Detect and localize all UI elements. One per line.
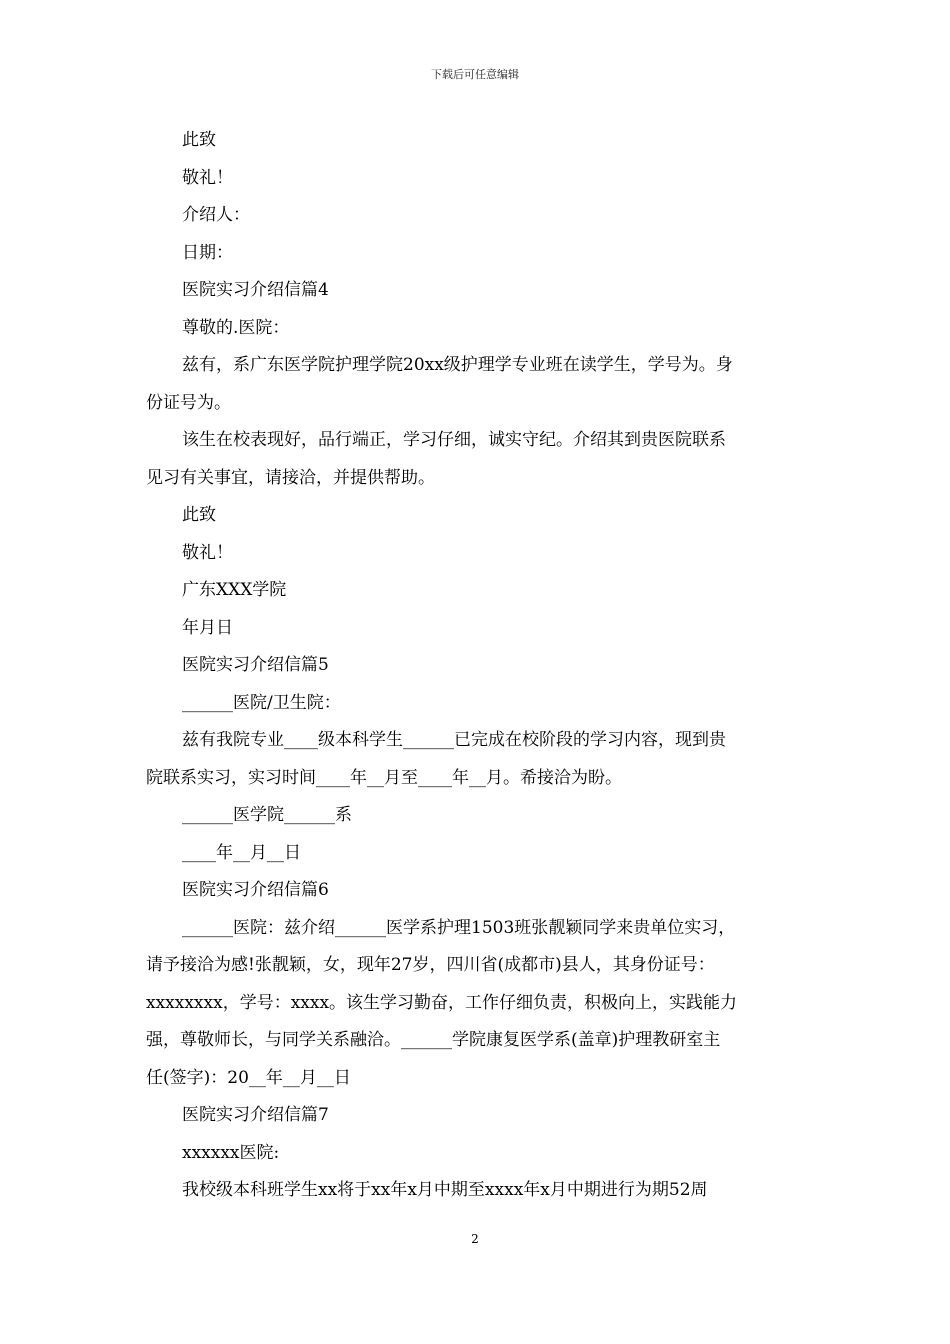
closing-line: 此致 <box>182 130 216 150</box>
date-line: 年月日 <box>182 617 233 638</box>
introducer-line: 介绍人： <box>182 205 250 225</box>
body-paragraph-line: 兹有我院专业____级本科学生______已完成在校阶段的学习内容，现到贵 <box>182 730 726 750</box>
signature-line: ______医学院______系 <box>182 805 352 825</box>
addressee-line: 尊敬的.医院： <box>182 317 290 338</box>
body-paragraph-line: 份证号为。 <box>146 392 231 413</box>
body-paragraph-line: 见习有关事宜，请接洽，并提供帮助。 <box>146 467 435 488</box>
body-paragraph-line: 该生在校表现好，品行端正，学习仔细，诚实守纪。介绍其到贵医院联系 <box>182 430 726 450</box>
closing-line: 此致 <box>182 505 216 525</box>
body-paragraph-line: 我校级本科班学生xx将于xx年x月中期至xxxx年x月中期进行为期52周 <box>182 1180 708 1200</box>
addressee-line: xxxxxx医院: <box>182 1142 280 1163</box>
body-paragraph-line: 请予接洽为感!张靓颖，女，现年27岁，四川省(成都市)县人，其身份证号： <box>146 955 715 975</box>
page-header: 下载后可任意编辑 <box>431 68 519 81</box>
body-paragraph-line: 强，尊敬师长，与同学关系融洽。______学院康复医学系(盖章)护理教研室主 <box>146 1030 721 1050</box>
body-paragraph-line: xxxxxxxx，学号：xxxx。该生学习勤奋，工作仔细负责，积极向上，实践能力 <box>146 992 738 1013</box>
body-paragraph-line: 任(签字)：20__年__月__日 <box>146 1067 351 1088</box>
document-body <box>146 122 810 1210</box>
body-paragraph-line: ______医院：兹介绍______医学系护理1503班张靓颖同学来贵单位实习， <box>182 917 736 938</box>
body-paragraph-line: 兹有，系广东医学院护理学院20xx级护理学专业班在读学生，学号为。身 <box>182 355 733 375</box>
salutation-line: 敬礼！ <box>182 542 233 563</box>
section-heading: 医院实习介绍信篇5 <box>182 655 329 675</box>
section-heading: 医院实习介绍信篇6 <box>182 880 329 900</box>
page-number: 2 <box>471 1232 479 1246</box>
date-line: 日期： <box>182 242 233 263</box>
section-heading: 医院实习介绍信篇7 <box>182 1105 329 1125</box>
salutation-line: 敬礼！ <box>182 167 233 188</box>
date-line: ____年__月__日 <box>182 842 301 863</box>
body-paragraph-line: 院联系实习，实习时间____年__月至____年__月。希接洽为盼。 <box>146 767 622 788</box>
addressee-line: ______医院/卫生院： <box>182 692 341 713</box>
signature-line: 广东XXX学院 <box>182 580 287 600</box>
section-heading: 医院实习介绍信篇4 <box>182 280 329 300</box>
